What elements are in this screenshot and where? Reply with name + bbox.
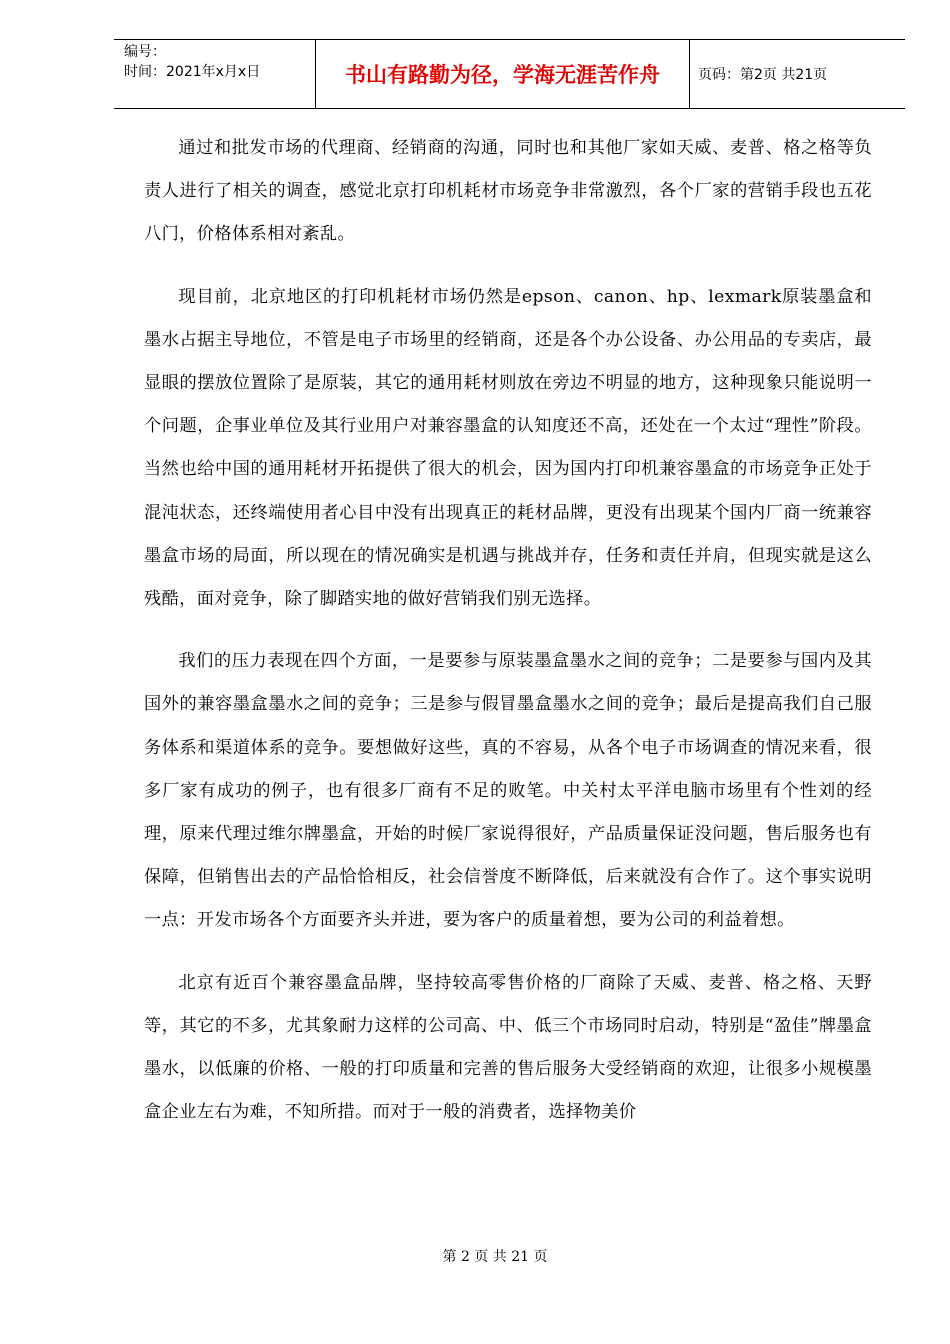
footer-page-number: 第 2 页 共 21 页 bbox=[442, 1249, 548, 1265]
header-meta-cell bbox=[114, 40, 316, 108]
page-header bbox=[114, 39, 905, 109]
header-motto-cell bbox=[316, 40, 690, 108]
number-label: 编号： bbox=[124, 44, 166, 60]
paragraph: 通过和批发市场的代理商、经销商的沟通，同时也和其他厂家如天威、麦普、格之格等负责人进行了相关的调查，感觉北京打印机耗材市场竞争非常激烈，各个厂家的营销手段也五花八门，价格体系相对紊乱。 bbox=[144, 138, 872, 245]
time-label: 时间：2021年x月x日 bbox=[124, 64, 261, 80]
header-page-cell bbox=[690, 40, 905, 108]
document-body bbox=[144, 127, 872, 1134]
motto-text: 书山有路勤为径，学海无涯苦作舟 bbox=[345, 63, 660, 87]
page-footer bbox=[0, 1246, 950, 1266]
paragraph: 北京有近百个兼容墨盒品牌，坚持较高零售价格的厂商除了天威、麦普、格之格、天野等，其它的不多，尤其象耐力这样的公司高、中、低三个市场同时启动，特别是“盈佳”牌墨盒墨水，以低廉的价格、一般的打印质量和完善的售后服务大受经销商的欢迎，让很多小规模墨盒企业左右为难，不知所措。而对于一般的消费者，选择物美价 bbox=[144, 972, 872, 1123]
paragraph: 我们的压力表现在四个方面，一是要参与原装墨盒墨水之间的竞争；二是要参与国内及其国外的兼容墨盒墨水之间的竞争；三是参与假冒墨盒墨水之间的竞争；最后是提高我们自己服务体系和渠道体系的竞争。要想做好这些，真的不容易，从各个电子市场调查的情况来看，很多厂家有成功的例子，也有很多厂商有不足的败笔。中关村太平洋电脑市场里有个性刘的经理，原来代理过维尔牌墨盒，开始的时候厂家说得很好，产品质量保证没问题，售后服务也有保障，但销售出去的产品恰恰相反，社会信誉度不断降低，后来就没有合作了。这个事实说明一点：开发市场各个方面要齐头并进，要为客户的质量着想，要为公司的利益着想。 bbox=[144, 651, 872, 931]
paragraph: 现目前，北京地区的打印机耗材市场仍然是epson、canon、hp、lexmark原装墨盒和墨水占据主导地位，不管是电子市场里的经销商，还是各个办公设备、办公用品的专卖店，最显眼的摆放位置除了是原装，其它的通用耗材则放在旁边不明显的地方，这种现象只能说明一个问题，企事业单位及其行业用户对兼容墨盒的认知度还不高，还处在一个太过“理性”阶段。当然也给中国的通用耗材开拓提供了很大的机会，因为国内打印机兼容墨盒的市场竞争正处于混沌状态，还终端使用者心目中没有出现真正的耗材品牌，更没有出现某个国内厂商一统兼容墨盒市场的局面，所以现在的情况确实是机遇与挑战并存，任务和责任并肩，但现实就是这么残酷，面对竞争，除了脚踏实地的做好营销我们别无选择。 bbox=[144, 286, 872, 610]
page-info: 页码：第2页 共21页 bbox=[698, 67, 828, 83]
